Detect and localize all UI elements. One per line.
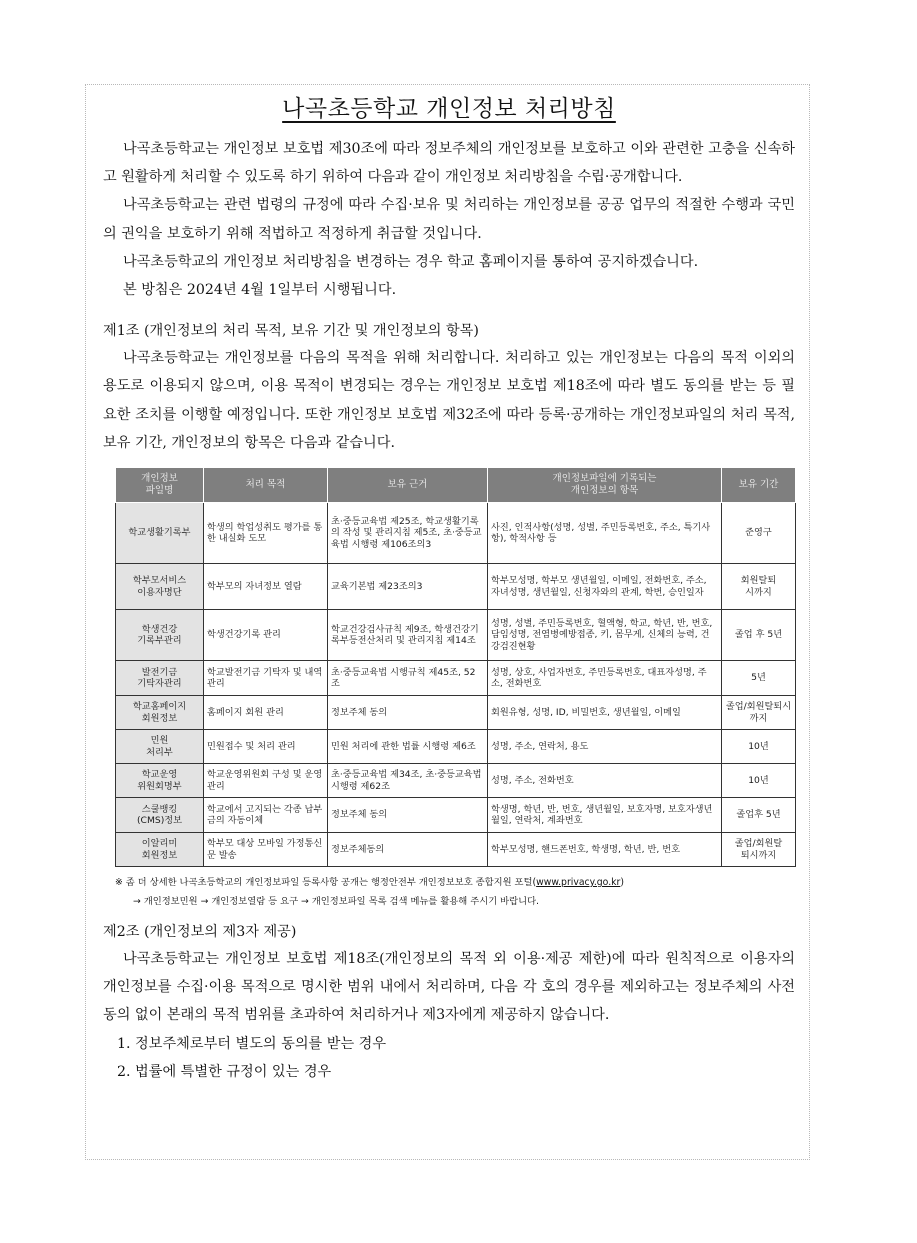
cell-retention-period: 10년 [722,764,796,798]
cell-legal-basis: 초·중등교육법 제25조, 학교생활기록의 작성 및 관리지침 제5조, 초·중등교육법 시행령 제106조의3 [328,503,488,564]
header-purpose: 처리 목적 [204,468,328,503]
personal-info-file-table [115,467,796,867]
cell-legal-basis: 교육기본법 제23조의3 [328,564,488,610]
cell-purpose: 학교운영위원회 구성 및 운영관리 [204,764,328,798]
cell-retention-period: 준영구 [722,503,796,564]
cell-recorded-items: 성명, 상호, 사업자번호, 주민등록번호, 대표자성명, 주소, 전화번호 [488,661,722,696]
cell-file-name: 학교생활기록부 [116,503,204,564]
table-row [116,798,796,833]
cell-file-name: 학교운영 위원회명부 [116,764,204,798]
article1-title: 제1조 (개인정보의 처리 목적, 보유 기간 및 개인정보의 항목) [103,323,479,340]
cell-retention-period: 졸업/회원탈 퇴시까지 [722,833,796,867]
cell-recorded-items: 학생명, 학년, 반, 번호, 생년월일, 보호자명, 보호자생년월일, 연락처, 계좌번호 [488,798,722,833]
table-row [116,503,796,564]
cell-retention-period: 회원탈퇴 시까지 [722,564,796,610]
document-content [103,90,795,1086]
cell-legal-basis: 민원 처리에 관한 법률 시행령 제6조 [328,730,488,764]
header-retention-period: 보유 기간 [722,468,796,503]
table-header-row [116,468,796,503]
table-row [116,730,796,764]
cell-legal-basis: 학교건강검사규칙 제9조, 학생건강기록부등전산처리 및 관리지침 제14조 [328,610,488,661]
cell-recorded-items: 사진, 인적사항(성명, 성별, 주민등록번호, 주소, 특기사항), 학적사항 등 [488,503,722,564]
cell-file-name: 민원 처리부 [116,730,204,764]
intro-paragraph: 나곡초등학교는 관련 법령의 규정에 따라 수집·보유 및 처리하는 개인정보를 공공 업무의 적절한 수행과 국민의 권익을 보호하기 위해 적법하고 적정하게 취급할 것입니다. [103,197,795,242]
footnote-line-2: → 개인정보민원 → 개인정보열람 등 요구 → 개인정보파일 목록 검색 메뉴를 활용해 주시기 바랍니다. [133,896,540,908]
list-item: 1. 정보주체로부터 별도의 동의를 받는 경우 [117,1035,387,1052]
cell-legal-basis: 정보주체동의 [328,833,488,867]
header-legal-basis: 보유 근거 [328,468,488,503]
cell-purpose: 학생건강기록 관리 [204,610,328,661]
list-item: 2. 법률에 특별한 규정이 있는 경우 [117,1063,332,1080]
page-title: 나곡초등학교 개인정보 처리방침 [282,96,616,122]
cell-retention-period: 5년 [722,661,796,696]
cell-file-name: 학생건강 기록부관리 [116,610,204,661]
cell-file-name: 발전기금 기탁자관리 [116,661,204,696]
article1-body: 나곡초등학교는 개인정보를 다음의 목적을 위해 처리합니다. 처리하고 있는 개인정보는 다음의 목적 이외의 용도로 이용되지 않으며, 이용 목적이 변경되는 경우는 개인정보 보호법 제18조에 따라 별도 동의를 받는 등 필요한 조치를 이행할 예정입니다. 또한 개인정보 보호법 제32조에 따라 등록·공개하는 개인정보파일의 처리 목적, 보유 기간, 개인정보의 항목은 다음과 같습니다. [103,350,795,451]
cell-legal-basis: 정보주체 동의 [328,798,488,833]
cell-retention-period: 졸업 후 5년 [722,610,796,661]
table-row [116,610,796,661]
cell-retention-period: 10년 [722,730,796,764]
table-row [116,833,796,867]
cell-recorded-items: 성명, 주소, 전화번호 [488,764,722,798]
cell-recorded-items: 성명, 주소, 연락처, 용도 [488,730,722,764]
cell-recorded-items: 성명, 성별, 주민등록번호, 혈액형, 학교, 학년, 반, 번호, 담임성명, 전염병예방접종, 키, 몸무게, 신체의 능력, 건강검진현황 [488,610,722,661]
table-row [116,564,796,610]
cell-retention-period: 졸업후 5년 [722,798,796,833]
table-footnote [115,873,795,911]
table-row [116,661,796,696]
cell-purpose: 학교에서 고지되는 각종 납부금의 자동이체 [204,798,328,833]
intro-paragraph: 본 방침은 2024년 4월 1일부터 시행됩니다. [123,282,397,299]
cell-recorded-items: 회원유형, 성명, ID, 비밀번호, 생년월일, 이메일 [488,696,722,730]
cell-purpose: 학교발전기금 기탁자 및 내역관리 [204,661,328,696]
cell-file-name: 학부모서비스 이용자명단 [116,564,204,610]
cell-purpose: 학부모 대상 모바일 가정통신문 발송 [204,833,328,867]
intro-paragraph: 나곡초등학교의 개인정보 처리방침을 변경하는 경우 학교 홈페이지를 통하여 공지하겠습니다. [123,253,699,270]
footnote-line-1: ※ 좀 더 상세한 나곡초등학교의 개인정보파일 등록사항 공개는 행정안전부 개인정보보호 종합지원 포털(www.privacy.go.kr) [115,877,625,889]
cell-purpose: 민원접수 및 처리 관리 [204,730,328,764]
header-file-name: 개인정보 파일명 [116,468,204,503]
cell-purpose: 홈페이지 회원 관리 [204,696,328,730]
cell-legal-basis: 정보주체 동의 [328,696,488,730]
cell-file-name: 스쿨뱅킹 (CMS)정보 [116,798,204,833]
cell-purpose: 학부모의 자녀정보 열람 [204,564,328,610]
table-row [116,764,796,798]
cell-retention-period: 졸업/회원탈퇴시까지 [722,696,796,730]
cell-purpose: 학생의 학업성취도 평가를 통한 내실화 도모 [204,503,328,564]
cell-recorded-items: 학부모성명, 학부모 생년월일, 이메일, 전화번호, 주소, 자녀성명, 생년월일, 신청자와의 관계, 학번, 승인일자 [488,564,722,610]
table-row [116,696,796,730]
privacy-portal-link[interactable]: www.privacy.go.kr [536,877,621,889]
header-recorded-items: 개인정보파일에 기록되는 개인정보의 항목 [488,468,722,503]
cell-recorded-items: 학부모성명, 핸드폰번호, 학생명, 학년, 반, 번호 [488,833,722,867]
cell-file-name: 학교홈페이지 회원정보 [116,696,204,730]
article2-body: 나곡초등학교는 개인정보 보호법 제18조(개인정보의 목적 외 이용·제공 제한)에 따라 원칙적으로 이용자의 개인정보를 수집·이용 목적으로 명시한 범위 내에서 처리하며, 다음 각 호의 경우를 제외하고는 정보주체의 사전 동의 없이 본래의 목적 범위를 초과하여 처리하거나 제3자에게 제공하지 않습니다. [103,951,795,1024]
cell-file-name: 이알리미 회원정보 [116,833,204,867]
cell-legal-basis: 초·중등교육법 시행규칙 제45조, 52조 [328,661,488,696]
intro-paragraph: 나곡초등학교는 개인정보 보호법 제30조에 따라 정보주체의 개인정보를 보호하고 이와 관련한 고충을 신속하고 원활하게 처리할 수 있도록 하기 위하여 다음과 같이 개인정보 처리방침을 수립·공개합니다. [103,141,795,186]
article2-title: 제2조 (개인정보의 제3자 제공) [103,924,297,941]
cell-legal-basis: 초·중등교육법 제34조, 초·중등교육법 시행령 제62조 [328,764,488,798]
